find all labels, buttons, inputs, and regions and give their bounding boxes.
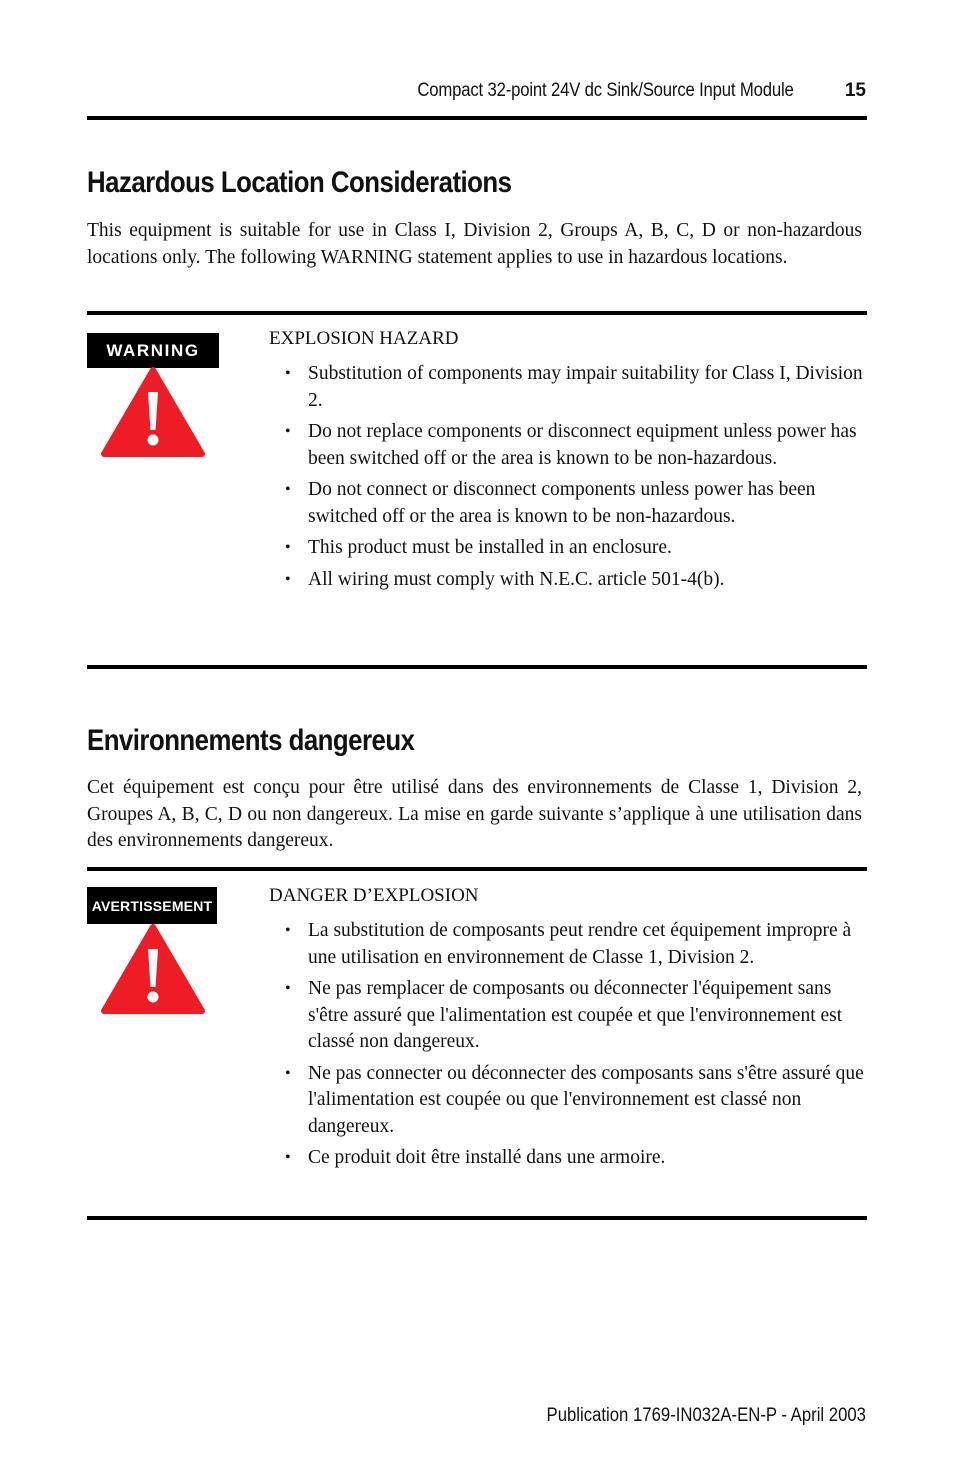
warning-triangle-icon [100,923,206,1015]
publication-footer: Publication 1769-IN032A-EN-P - April 2003 [546,1405,866,1426]
section-heading: Environnements dangereux [87,724,415,757]
list-item-text: La substitution de composants peut rendre cet équipement impropre à une utilisation en environnement de Classe 1, Division 2. [308,920,852,968]
section-heading: Hazardous Location Considerations [87,166,512,199]
list-item: • Ne pas connecter ou déconnecter des composants sans s'être assuré que l'alimentation est coupée ou que l'environnement est classé non dangereux. [285,1062,864,1137]
list-item-text: Substitution of components may impair suitability for Class I, Division 2. [308,363,863,411]
list-item-text: This product must be installed in an enclosure. [308,537,672,558]
list-item: • All wiring must comply with N.E.C. article 501-4(b). [285,568,725,590]
header-divider [87,116,867,120]
warning-box-top-rule [87,311,867,315]
hazard-list [269,361,864,593]
warning-triangle-icon [100,366,206,458]
list-item: • Ne pas remplacer de composants ou déconnecter l'équipement sans s'être assuré que l'alimentation est coupée et que l'environnement est classé non dangereux. [285,978,843,1052]
list-item: • Do not replace components or disconnect equipment unless power has been switched off or the area is known to be non-hazardous. [285,421,857,469]
list-item: • Substitution of components may impair suitability for Class I, Division 2. [285,363,863,411]
list-item: • Ce produit doit être installé dans une armoire. [285,1147,666,1168]
hazard-list [269,918,864,1172]
hazard-content [269,884,864,1177]
section-intro: This equipment is suitable for use in Class I, Division 2, Groups A, B, C, D or non-hazardous locations only. The following WARNING statement applies to use in hazardous locations. [87,220,862,268]
warning-box-bottom-rule [87,1216,867,1220]
warning-label-badge: WARNING [87,333,219,368]
hazard-title: EXPLOSION HAZARD [269,328,459,349]
list-item-text: Do not connect or disconnect components unless power has been switched off or the area is known to be non-hazardous. [308,479,816,527]
hazard-title: DANGER D’EXPLOSION [269,885,479,906]
avertissement-label-badge: AVERTISSEMENT [87,887,217,924]
list-item-text: Ce produit doit être installé dans une armoire. [308,1147,666,1168]
list-item-text: All wiring must comply with N.E.C. article 501-4(b). [308,568,725,590]
section-intro: Cet équipement est conçu pour être utilisé dans des environnements de Classe 1, Division 2, Groupes A, B, C, D ou non dangereux. La mise en garde suivante s’applique à une utilisation dans des environnements dangereux. [87,777,862,851]
list-item: • Do not connect or disconnect components unless power has been switched off or the area is known to be non-hazardous. [285,479,816,527]
list-item: • La substitution de composants peut rendre cet équipement impropre à une utilisation en environnement de Classe 1, Division 2. [285,920,852,968]
warning-box-top-rule [87,867,867,871]
list-item-text: Ne pas connecter ou déconnecter des composants sans s'être assuré que l'alimentation est coupée ou que l'environnement est classé non dangereux. [308,1062,864,1137]
list-item-text: Do not replace components or disconnect equipment unless power has been switched off or the area is known to be non-hazardous. [308,421,857,469]
warning-box-bottom-rule [87,665,867,669]
list-item: • This product must be installed in an enclosure. [285,537,672,558]
page-number: 15 [844,80,866,101]
running-header-title: Compact 32-point 24V dc Sink/Source Input Module [417,80,794,101]
hazard-content [269,327,864,598]
list-item-text: Ne pas remplacer de composants ou déconnecter l'équipement sans s'être assuré que l'alimentation est coupée et que l'environnement est classé non dangereux. [308,978,843,1052]
